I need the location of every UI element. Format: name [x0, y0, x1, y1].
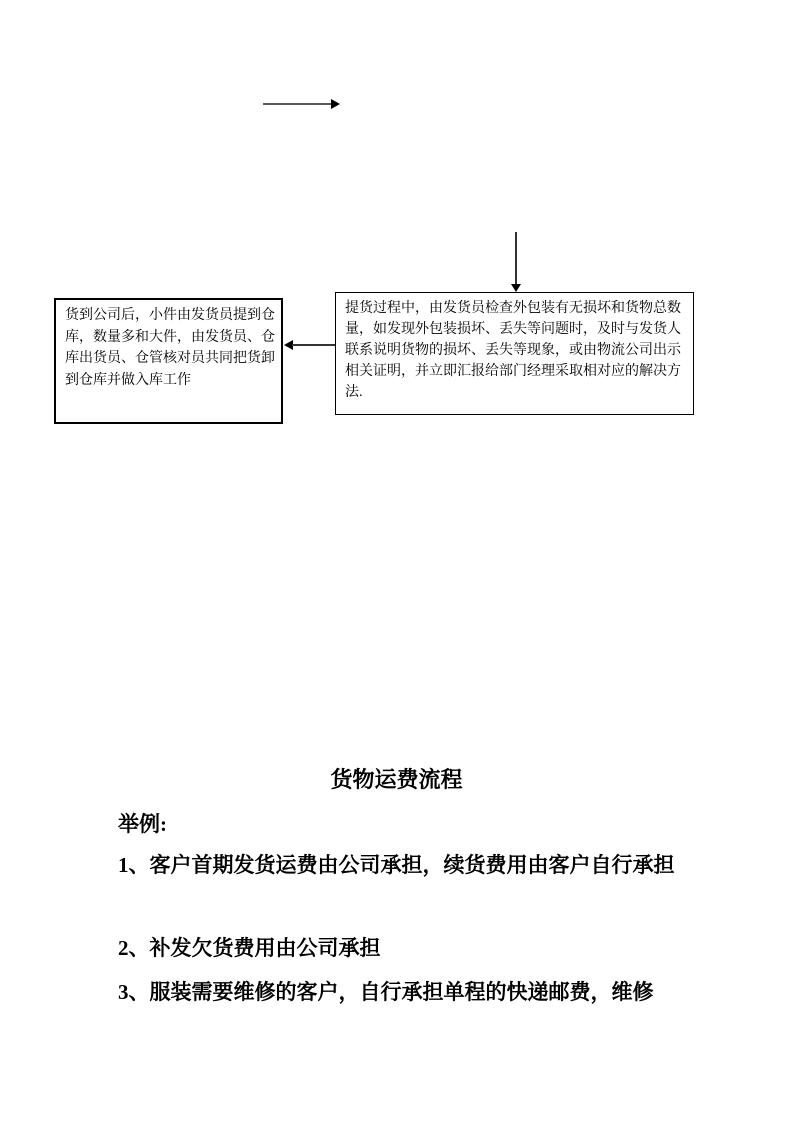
flowchart-box-text: 货到公司后，小件由发货员提到仓库，数量多和大件，由发货员、仓库出货员、仓管核对员共同把货卸到仓库并做入库工作	[65, 308, 275, 388]
arrow-head	[511, 284, 521, 292]
flowchart-box-inbound-warehouse	[54, 298, 283, 424]
freight-rule-item: 1、客户首期发货运费由公司承担，续货费用由客户自行承担	[118, 853, 675, 877]
flowchart-box-text: 提货过程中，由发货员检查外包装有无损坏和货物总数量，如发现外包装损坏、丢失等问题时，及时与发货人联系说明货物的损坏、丢失等现象，或由物流公司出示相关证明，并立即汇报给部门经理采取相对应的解决方法.	[345, 301, 681, 400]
freight-rule-item: 2、补发欠货费用由公司承担	[118, 936, 381, 960]
flowchart-box-pickup-inspection	[335, 292, 694, 415]
arrow-line	[292, 344, 335, 346]
section-title: 货物运费流程	[330, 767, 463, 792]
freight-rule-item: 3、服装需要维修的客户，自行承担单程的快递邮费，维修	[118, 980, 654, 1004]
arrow-line	[515, 232, 517, 284]
section-lead: 举例:	[118, 812, 167, 836]
arrow-head	[331, 99, 340, 109]
arrow-line	[263, 103, 333, 105]
